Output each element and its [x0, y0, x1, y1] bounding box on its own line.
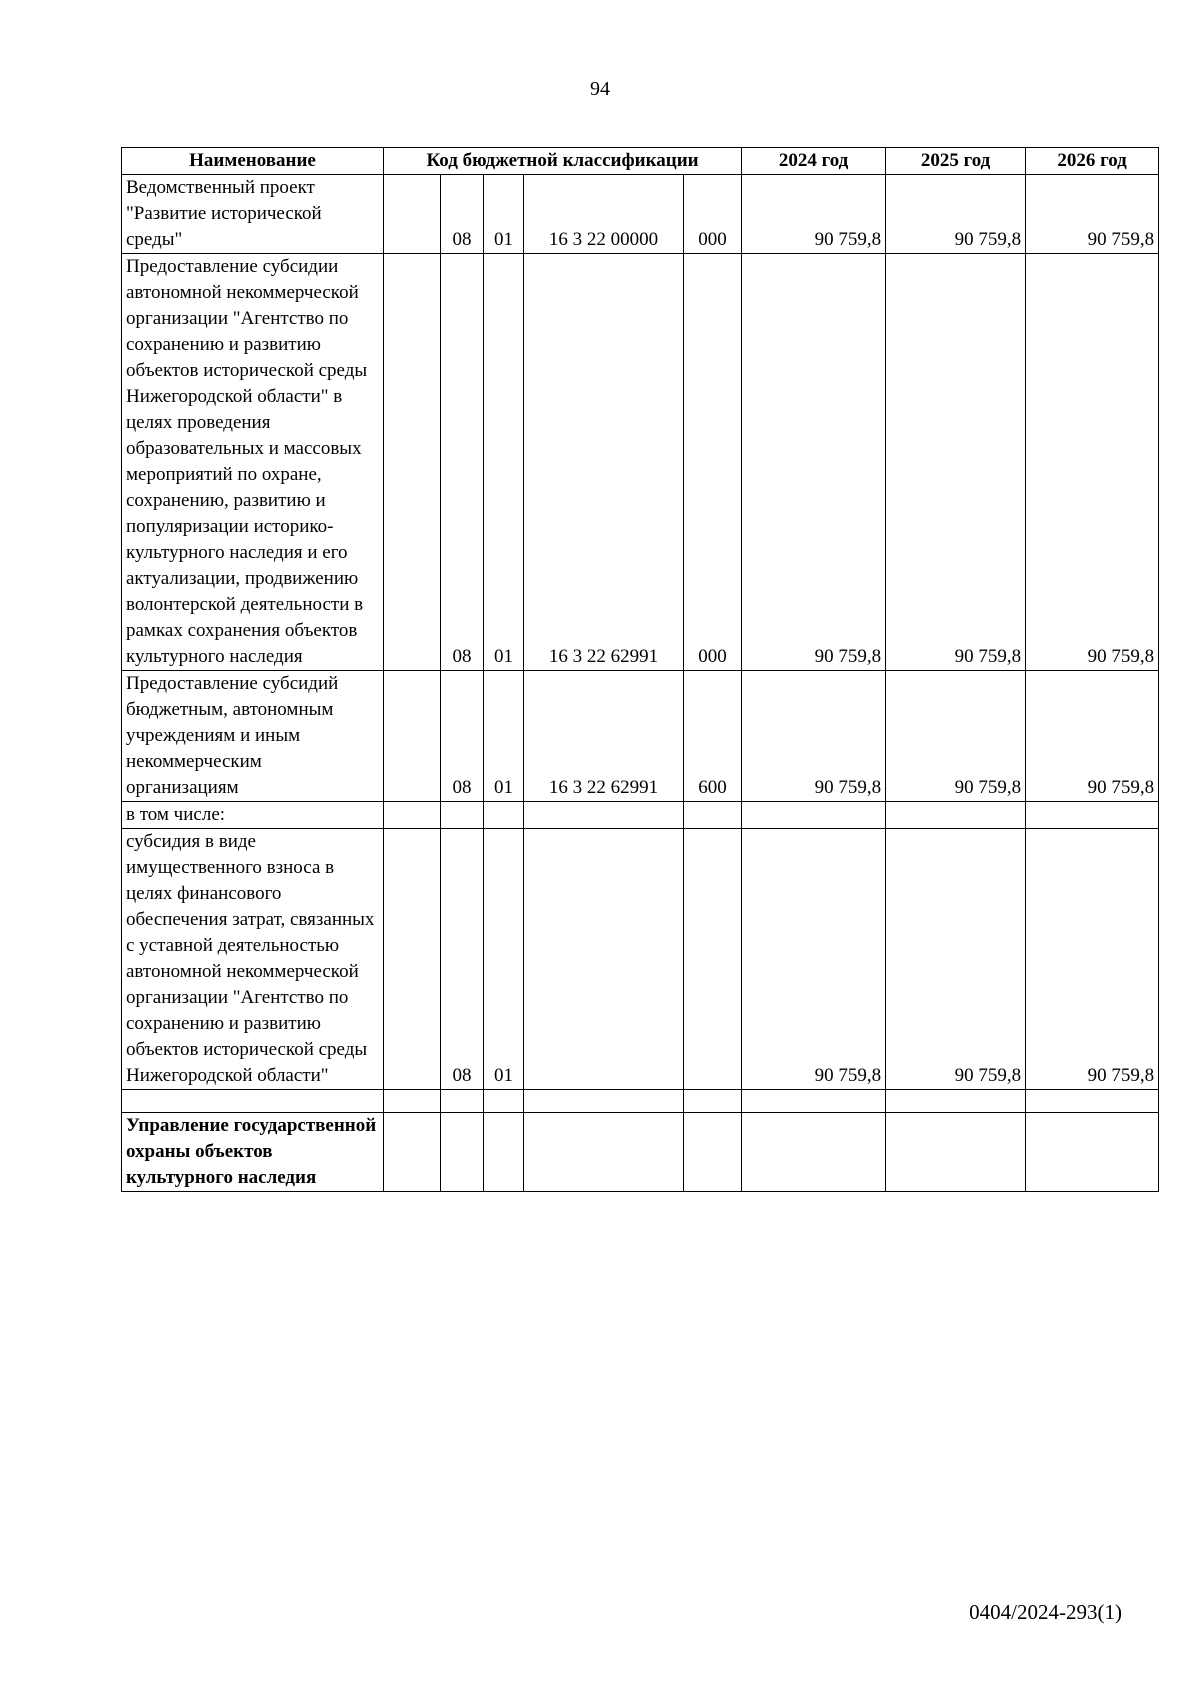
- row-2026: 90 759,8: [1026, 671, 1159, 802]
- row-pr: [484, 1090, 524, 1113]
- row-2024: [742, 802, 886, 829]
- row-pr: 01: [484, 175, 524, 254]
- row-pr: 01: [484, 254, 524, 671]
- row-2026: 90 759,8: [1026, 175, 1159, 254]
- row-rz: 08: [441, 671, 484, 802]
- row-pr: [484, 802, 524, 829]
- row-2025: 90 759,8: [886, 254, 1026, 671]
- row-2026: 90 759,8: [1026, 829, 1159, 1090]
- row-vr: [684, 1113, 742, 1192]
- section-heading: Управление государственной охраны объектов культурного наследия: [122, 1113, 384, 1192]
- table-row: [122, 1113, 1159, 1192]
- row-2024: 90 759,8: [742, 829, 886, 1090]
- row-ved: [384, 1113, 441, 1192]
- row-rz: 08: [441, 829, 484, 1090]
- row-csr: 16 3 22 62991: [524, 671, 684, 802]
- row-pr: 01: [484, 829, 524, 1090]
- table-row: [122, 671, 1159, 802]
- row-vr: [684, 1090, 742, 1113]
- row-2025: 90 759,8: [886, 175, 1026, 254]
- row-rz: [441, 1113, 484, 1192]
- row-ved: [384, 671, 441, 802]
- row-2026: [1026, 1090, 1159, 1113]
- row-2025: [886, 1090, 1026, 1113]
- row-rz: 08: [441, 254, 484, 671]
- row-ved: [384, 254, 441, 671]
- row-ved: [384, 175, 441, 254]
- table-header-row: [122, 148, 1159, 175]
- header-code: Код бюджетной классификации: [384, 148, 742, 175]
- table-row: [122, 254, 1159, 671]
- row-2026: 90 759,8: [1026, 254, 1159, 671]
- row-vr: 600: [684, 671, 742, 802]
- row-csr: [524, 829, 684, 1090]
- row-rz: 08: [441, 175, 484, 254]
- header-2025: 2025 год: [886, 148, 1026, 175]
- row-ved: [384, 1090, 441, 1113]
- row-2026: [1026, 802, 1159, 829]
- row-2025: [886, 802, 1026, 829]
- row-2025: 90 759,8: [886, 829, 1026, 1090]
- header-2024: 2024 год: [742, 148, 886, 175]
- row-vr: 000: [684, 175, 742, 254]
- page-number: 94: [590, 78, 610, 100]
- row-name: субсидия в виде имущественного взноса в целях финансового обеспечения затрат, связанных с уставной деятельностью автономной некоммерческой организации "Агентство по сохранению и развитию объектов исторической среды Нижегородской области": [122, 829, 384, 1090]
- row-csr: [524, 1113, 684, 1192]
- table-row: [122, 175, 1159, 254]
- row-rz: [441, 1090, 484, 1113]
- document-number: 0404/2024-293(1): [969, 1600, 1122, 1624]
- row-rz: [441, 802, 484, 829]
- row-name: [122, 1090, 384, 1113]
- header-2026: 2026 год: [1026, 148, 1159, 175]
- row-name: Предоставление субсидии автономной некоммерческой организации "Агентство по сохранению и развитию объектов исторической среды Нижегородской области" в целях проведения образовательных и массовых мероприятий по охране, сохранению, развитию и популяризации историко-культурного наследия и его актуализации, продвижению волонтерской деятельности в рамках сохранения объектов культурного наследия: [122, 254, 384, 671]
- row-csr: [524, 802, 684, 829]
- row-2024: [742, 1113, 886, 1192]
- table-row: [122, 802, 1159, 829]
- row-2026: [1026, 1113, 1159, 1192]
- row-2024: 90 759,8: [742, 254, 886, 671]
- table-row: [122, 829, 1159, 1090]
- row-ved: [384, 802, 441, 829]
- row-2024: [742, 1090, 886, 1113]
- row-name: Предоставление субсидий бюджетным, автономным учреждениям и иным некоммерческим организациям: [122, 671, 384, 802]
- row-2024: 90 759,8: [742, 671, 886, 802]
- row-name: в том числе:: [122, 802, 384, 829]
- row-csr: 16 3 22 00000: [524, 175, 684, 254]
- row-2024: 90 759,8: [742, 175, 886, 254]
- row-name: Ведомственный проект "Развитие исторической среды": [122, 175, 384, 254]
- row-pr: 01: [484, 671, 524, 802]
- row-csr: [524, 1090, 684, 1113]
- budget-table: [121, 147, 1159, 1192]
- row-ved: [384, 829, 441, 1090]
- row-pr: [484, 1113, 524, 1192]
- row-csr: 16 3 22 62991: [524, 254, 684, 671]
- row-vr: [684, 829, 742, 1090]
- row-2025: 90 759,8: [886, 671, 1026, 802]
- header-name: Наименование: [122, 148, 384, 175]
- table-row: [122, 1090, 1159, 1113]
- row-2025: [886, 1113, 1026, 1192]
- row-vr: [684, 802, 742, 829]
- row-vr: 000: [684, 254, 742, 671]
